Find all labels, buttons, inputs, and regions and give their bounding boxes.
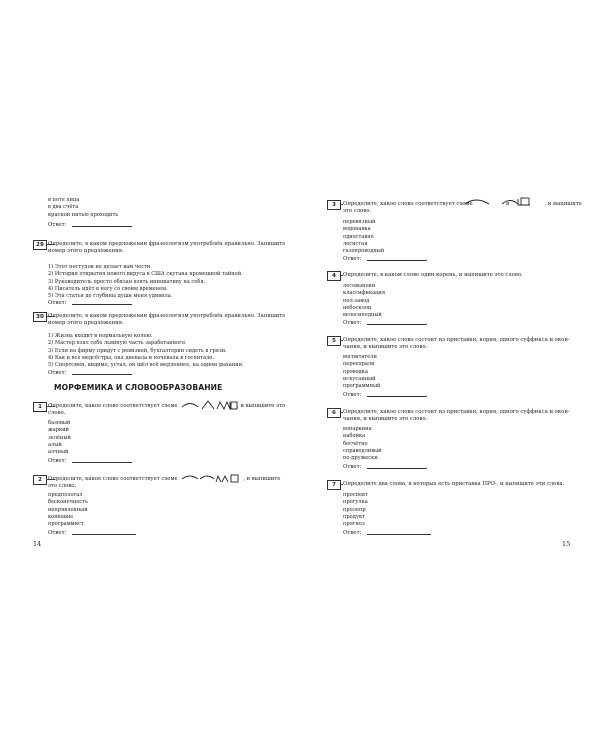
task5-options: [343, 354, 380, 390]
list-item: базовый: [48, 420, 71, 426]
list-item: в два счёта: [48, 204, 79, 211]
list-item: пролепр: [343, 506, 366, 513]
list-item: бесчётно: [343, 440, 368, 447]
answer-field[interactable]: [367, 468, 427, 469]
question-text: , и выпишите: [243, 476, 281, 482]
list-item: зелёный: [48, 434, 71, 441]
question-text: чания, и выпишите это слово.: [343, 416, 428, 423]
answer-line: [48, 530, 136, 536]
question-text: в: [506, 201, 510, 207]
list-item: непрявленный: [48, 506, 88, 513]
list-item: классификация: [343, 290, 386, 297]
list-item: жаркий: [48, 427, 69, 434]
answer-field[interactable]: [367, 324, 427, 325]
answer-line: [48, 300, 132, 306]
task-number-box: 30: [33, 312, 47, 322]
answer-line: [48, 458, 132, 464]
list-item: газопроводный: [343, 248, 385, 255]
task-number-box: 6: [327, 408, 341, 418]
list-item: 4) Писатель идёт в ногу со своим временем.: [48, 285, 168, 292]
answer-field[interactable]: [72, 534, 136, 535]
question-text: , и выпишите это: [237, 403, 286, 409]
task-number-box: 3: [327, 200, 341, 210]
question-text: Определите, в каком слове один корень, и выпишите это слово.: [343, 272, 523, 278]
question-text: это слово.: [48, 483, 77, 490]
morpheme-scheme-icon: [180, 472, 242, 486]
list-item: справедливый: [343, 447, 382, 454]
answer-label: Ответ:: [343, 392, 364, 398]
list-item: воспитатели: [343, 354, 377, 360]
answer-line: [343, 464, 427, 470]
answer-label: Ответ:: [48, 300, 69, 306]
task30-options: [48, 333, 244, 369]
list-item: программист: [48, 521, 84, 528]
task30-question: [48, 313, 286, 328]
task6-options: [343, 426, 382, 462]
answer-label: Ответ:: [48, 370, 69, 376]
morpheme-scheme-icon: [500, 196, 534, 208]
page-number: 14: [33, 540, 42, 548]
answer-field[interactable]: [72, 226, 132, 227]
task6-question: [343, 409, 588, 424]
task-number-box: 5: [327, 336, 341, 346]
list-item: бесконечность: [48, 499, 88, 506]
list-item: 1) Этот поступок не делает вам чести.: [48, 264, 152, 270]
list-item: по-дружески: [343, 455, 378, 462]
answer-line: [48, 222, 132, 228]
question-text: Определите, в каком предложении фразеологизм употреблён правильно. Запишите: [48, 313, 286, 319]
task-number-box: 1: [33, 402, 47, 412]
task-number-box: 7: [327, 480, 341, 490]
right-page: [300, 0, 600, 750]
answer-field[interactable]: [72, 374, 132, 375]
list-item: 1) Жизнь входит в нормальную колею.: [48, 333, 153, 339]
answer-line: [343, 256, 427, 262]
list-item: велосипедный: [343, 312, 382, 319]
morpheme-scheme-icon: [463, 196, 493, 208]
list-item: 5) Спортсмен, видимо, устал, он шёл всё медленнее, на одном дыхании.: [48, 362, 244, 369]
task29-options: [48, 264, 243, 300]
answer-label: Ответ:: [343, 464, 364, 470]
section-heading: МОРФЕМИКА И СЛОВООБРАЗОВАНИЕ: [54, 383, 223, 392]
list-item: прогулка: [343, 499, 368, 506]
answer-line: [48, 370, 132, 376]
list-item: водонавка: [343, 226, 371, 233]
list-item: проспект: [343, 492, 368, 498]
task3-options: [343, 219, 384, 255]
question-text: Определите, какое слово соответствует схеме: [343, 201, 473, 207]
list-item: программный: [343, 383, 381, 390]
list-item: переехрали: [343, 361, 375, 368]
list-item: небосклон: [343, 304, 372, 311]
list-item: предпологал: [48, 492, 83, 498]
task7-question: [343, 481, 588, 488]
intro-word-list: [48, 197, 118, 219]
list-item: пол-завод: [343, 297, 370, 304]
task-number-box: 4: [327, 271, 341, 281]
question-text: чания, и выпишите это слово.: [343, 344, 428, 351]
answer-line: [343, 320, 427, 326]
answer-label: Ответ:: [48, 222, 69, 228]
list-item: 3) Если на фирму придут с ревизией, бухгалтерии сидеть в грязи.: [48, 347, 227, 354]
question-text: Определите два слова, в которых есть приставка ПРО-, и выпишите эти слова.: [343, 481, 565, 487]
list-item: лесистая: [343, 240, 368, 247]
question-text: , и выпишите: [544, 201, 582, 207]
answer-label: Ответ:: [48, 458, 69, 464]
task4-options: [343, 283, 385, 319]
question-text: Определите, какое слово соответствует схеме: [48, 476, 178, 482]
question-text: Определите, какое слово состоит из приставки, корня, одного суффикса и окон-: [343, 337, 570, 343]
answer-label: Ответ:: [343, 320, 364, 326]
task-number-box: 2: [33, 475, 47, 485]
list-item: перевязный: [343, 219, 376, 225]
answer-line: [343, 530, 431, 536]
question-text: Определите, какое слово соответствует схеме: [48, 403, 178, 409]
task4-question: [343, 272, 588, 279]
list-item: 4) Как и все медсёстры, она дневала и ночевала в госпитале.: [48, 354, 214, 361]
list-item: 2) История открытия нового вируса в США скутана кромешной тайной.: [48, 271, 243, 278]
question-text: Определите, в каком предложении фразеологизм употреблён правильно. Запишите: [48, 241, 286, 247]
list-item: проводка: [343, 368, 369, 375]
answer-label: Ответ:: [343, 530, 364, 536]
list-item: конюшне: [48, 513, 74, 520]
task1-options: [48, 420, 71, 456]
answer-field[interactable]: [72, 304, 132, 305]
question-text: Определите, какое слово состоит из приставки, корня, одного суффикса и окон-: [343, 409, 570, 415]
answer-field[interactable]: [72, 462, 132, 463]
task2-options: [48, 492, 88, 528]
answer-line: [343, 392, 427, 398]
answer-label: Ответ:: [343, 256, 364, 262]
list-item: красной нитью проходить: [48, 211, 119, 218]
list-item: 5) Эта статья до глубины души меня удивила.: [48, 293, 173, 300]
list-item: вопаркина: [343, 426, 372, 432]
list-item: 2) Мастер взял себе львиную часть заработанного.: [48, 340, 187, 347]
question-text: номер этого предложения.: [48, 320, 124, 327]
question-text: это слово.: [343, 208, 372, 215]
morpheme-scheme-icon: [180, 398, 238, 412]
question-text: номер этого предложения.: [48, 248, 124, 255]
list-item: одноставно: [343, 233, 374, 240]
task1-question: [48, 403, 286, 418]
list-item: прогноз: [343, 521, 365, 528]
answer-field[interactable]: [367, 260, 427, 261]
list-item: искусанный: [343, 375, 376, 382]
list-item: лесовыноки: [343, 283, 376, 289]
list-item: продукт: [343, 513, 365, 520]
list-item: 3) Руководитель просто обязан взять инициативу на себя.: [48, 278, 206, 285]
answer-field[interactable]: [367, 534, 431, 535]
question-text: слово.: [48, 410, 66, 417]
task2-question: [48, 476, 286, 491]
answer-field[interactable]: [367, 396, 427, 397]
list-item: набойка: [343, 433, 366, 440]
answer-label: Ответ:: [48, 530, 69, 536]
task29-question: [48, 241, 286, 256]
task5-question: [343, 337, 588, 352]
list-item: алчный: [48, 449, 69, 456]
task7-options: [343, 492, 368, 528]
task-number-box: 29: [33, 240, 47, 250]
page-number: 15: [562, 540, 571, 548]
list-item: в поте лица: [48, 197, 80, 203]
list-item: алый: [48, 441, 62, 448]
